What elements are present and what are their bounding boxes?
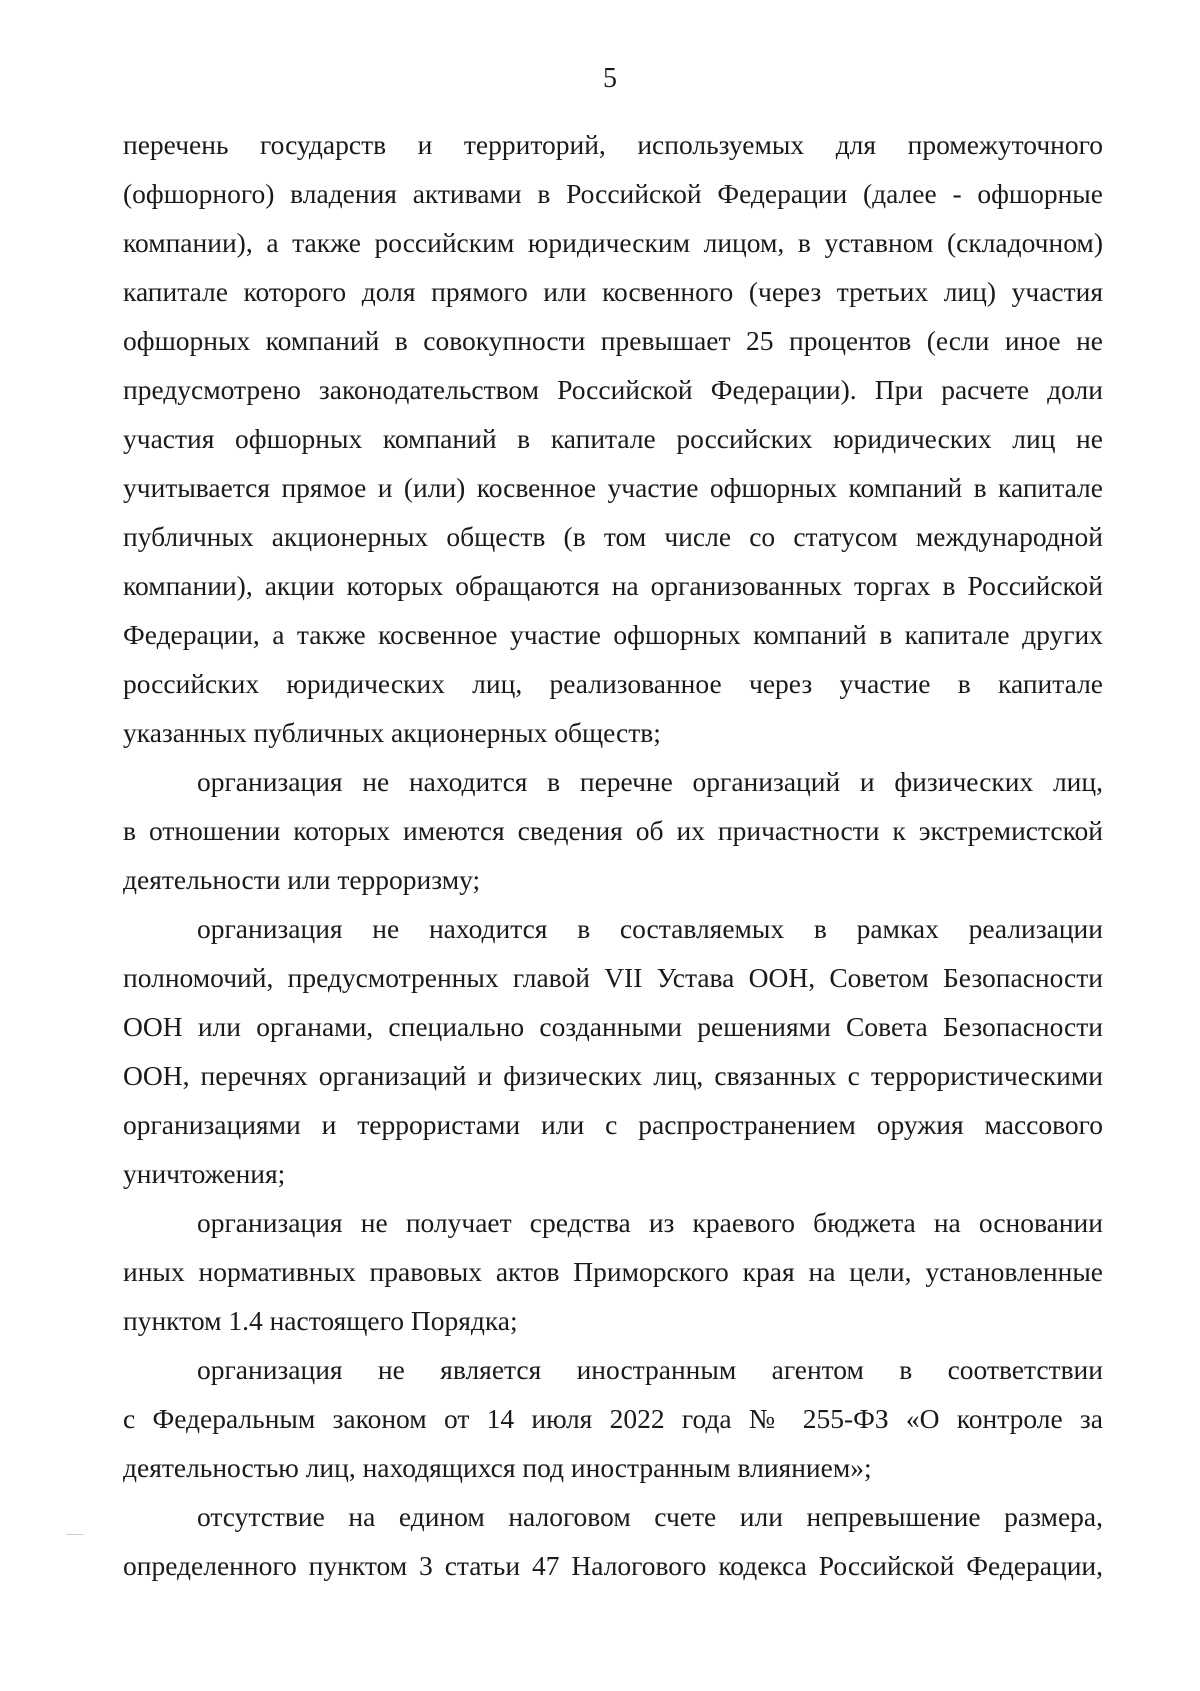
text-line: указанных публичных акционерных обществ; bbox=[123, 717, 661, 748]
text-line: деятельности или терроризму; bbox=[123, 864, 481, 895]
text-line: деятельностью лиц, находящихся под иностранным влиянием»; bbox=[123, 1452, 872, 1483]
scan-margin-mark bbox=[66, 1534, 84, 1535]
text-line: иных нормативных правовых актов Приморского края на цели, установленные bbox=[123, 1256, 1103, 1287]
text-line: учитывается прямое и (или) косвенное участие офшорных компаний в капитале bbox=[123, 472, 1103, 503]
text-line: в отношении которых имеются сведения об их причастности к экстремистской bbox=[123, 815, 1103, 846]
text-line: перечень государств и территорий, используемых для промежуточного bbox=[123, 129, 1103, 160]
text-line: компании), а также российским юридическим лицом, в уставном (складочном) bbox=[123, 227, 1103, 258]
paragraph-first-line: организация не является иностранным агентом в соответствии bbox=[197, 1354, 1103, 1385]
text-line: уничтожения; bbox=[123, 1158, 286, 1189]
text-line: предусмотрено законодательством Российской Федерации). При расчете доли bbox=[123, 374, 1103, 405]
text-line: с Федеральным законом от 14 июля 2022 года № 255-ФЗ «О контроле за bbox=[123, 1403, 1103, 1434]
text-line: полномочий, предусмотренных главой VII Устава ООН, Советом Безопасности bbox=[123, 962, 1103, 993]
text-line: компании), акции которых обращаются на организованных торгах в Российской bbox=[123, 570, 1103, 601]
paragraph-first-line: организация не находится в перечне организаций и физических лиц, bbox=[197, 766, 1103, 797]
text-line: организациями и террористами или с распространением оружия массового bbox=[123, 1109, 1103, 1140]
text-line: публичных акционерных обществ (в том числе со статусом международной bbox=[123, 521, 1103, 552]
text-line: офшорных компаний в совокупности превышает 25 процентов (если иное не bbox=[123, 325, 1103, 356]
text-line: российских юридических лиц, реализованное через участие в капитале bbox=[123, 668, 1103, 699]
paragraph-first-line: отсутствие на едином налоговом счете или непревышение размера, bbox=[197, 1501, 1103, 1532]
paragraph-first-line: организация не получает средства из краевого бюджета на основании bbox=[197, 1207, 1103, 1238]
text-line: Федерации, а также косвенное участие офшорных компаний в капитале других bbox=[123, 619, 1103, 650]
text-line: (офшорного) владения активами в Российской Федерации (далее - офшорные bbox=[123, 178, 1103, 209]
text-line: пунктом 1.4 настоящего Порядка; bbox=[123, 1305, 518, 1336]
text-line: капитале которого доля прямого или косвенного (через третьих лиц) участия bbox=[123, 276, 1103, 307]
text-line: определенного пунктом 3 статьи 47 Налогового кодекса Российской Федерации, bbox=[123, 1550, 1103, 1581]
text-line: участия офшорных компаний в капитале российских юридических лиц не bbox=[123, 423, 1103, 454]
page-number: 5 bbox=[603, 63, 617, 94]
paragraph-first-line: организация не находится в составляемых в рамках реализации bbox=[197, 913, 1103, 944]
document-body bbox=[123, 120, 1103, 1590]
text-line: ООН, перечнях организаций и физических лиц, связанных с террористическими bbox=[123, 1060, 1103, 1091]
text-line: ООН или органами, специально созданными решениями Совета Безопасности bbox=[123, 1011, 1103, 1042]
